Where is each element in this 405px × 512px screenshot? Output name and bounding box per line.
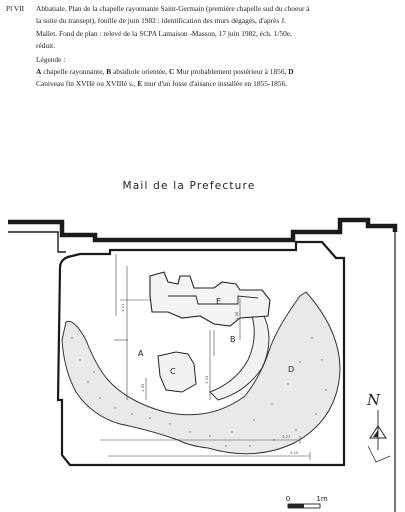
legend-letter: E bbox=[137, 79, 143, 89]
outer-wall-left bbox=[8, 232, 66, 252]
zone-label-a: A bbox=[138, 349, 144, 358]
legend-text: Caniveau fin XVIIè ou XVIIIè s., bbox=[36, 79, 138, 89]
legend-text: mur d'un fosse d'aisance installée en 1855-1856. bbox=[142, 79, 288, 89]
caption-line: Mallet. Fond de plan : relevé de la SCPA Lamaison -Masson, 17 juin 1982, éch. 1/50e, bbox=[36, 28, 292, 38]
caption-line: réduit. bbox=[36, 41, 56, 51]
zone-label-d: D bbox=[288, 365, 295, 374]
legend-letter: C bbox=[169, 67, 175, 77]
north-label: N bbox=[367, 391, 381, 409]
outer-wall bbox=[8, 220, 395, 240]
dim-label: 4.10 bbox=[290, 450, 299, 455]
dim-label: 3.27 bbox=[282, 434, 291, 439]
dim-label: 1.11 bbox=[120, 303, 125, 312]
scale-label-one: 1m bbox=[316, 495, 328, 503]
legend-letter: B bbox=[106, 67, 112, 77]
legend-text: absidiole orientée, bbox=[111, 67, 169, 77]
zone-label-c: C bbox=[170, 367, 176, 376]
dim-label: 1.26 bbox=[234, 311, 239, 320]
zone-label-e: E bbox=[216, 297, 222, 306]
street-label: Mail de la Prefecture bbox=[122, 180, 256, 192]
legend-text: chapelle rayonnante, bbox=[41, 67, 107, 77]
wall-c bbox=[158, 352, 196, 392]
dim-label: 1.13 bbox=[204, 375, 209, 384]
plate-number: Pl VII bbox=[6, 4, 25, 13]
caption-line: Abbatiale. Plan de la chapelle rayonnante Saint-Germain (première chapelle sud du choeur à bbox=[36, 4, 310, 13]
legend-text: Mur probablement postérieur à 1856, bbox=[174, 67, 289, 77]
scale-bar bbox=[286, 495, 328, 508]
legend-letter: A bbox=[36, 67, 42, 77]
dim-label: 1.05 bbox=[140, 383, 145, 392]
zone-label-b: B bbox=[230, 335, 236, 344]
legend-title: Légende : bbox=[36, 54, 66, 64]
caption-line: la suite du transept), fouille de juin 1982 : identification des murs dégagés, d'après J. bbox=[36, 16, 286, 26]
scale-label-zero: 0 bbox=[285, 495, 291, 503]
legend-letter: D bbox=[288, 67, 294, 77]
north-arrow bbox=[366, 391, 390, 462]
